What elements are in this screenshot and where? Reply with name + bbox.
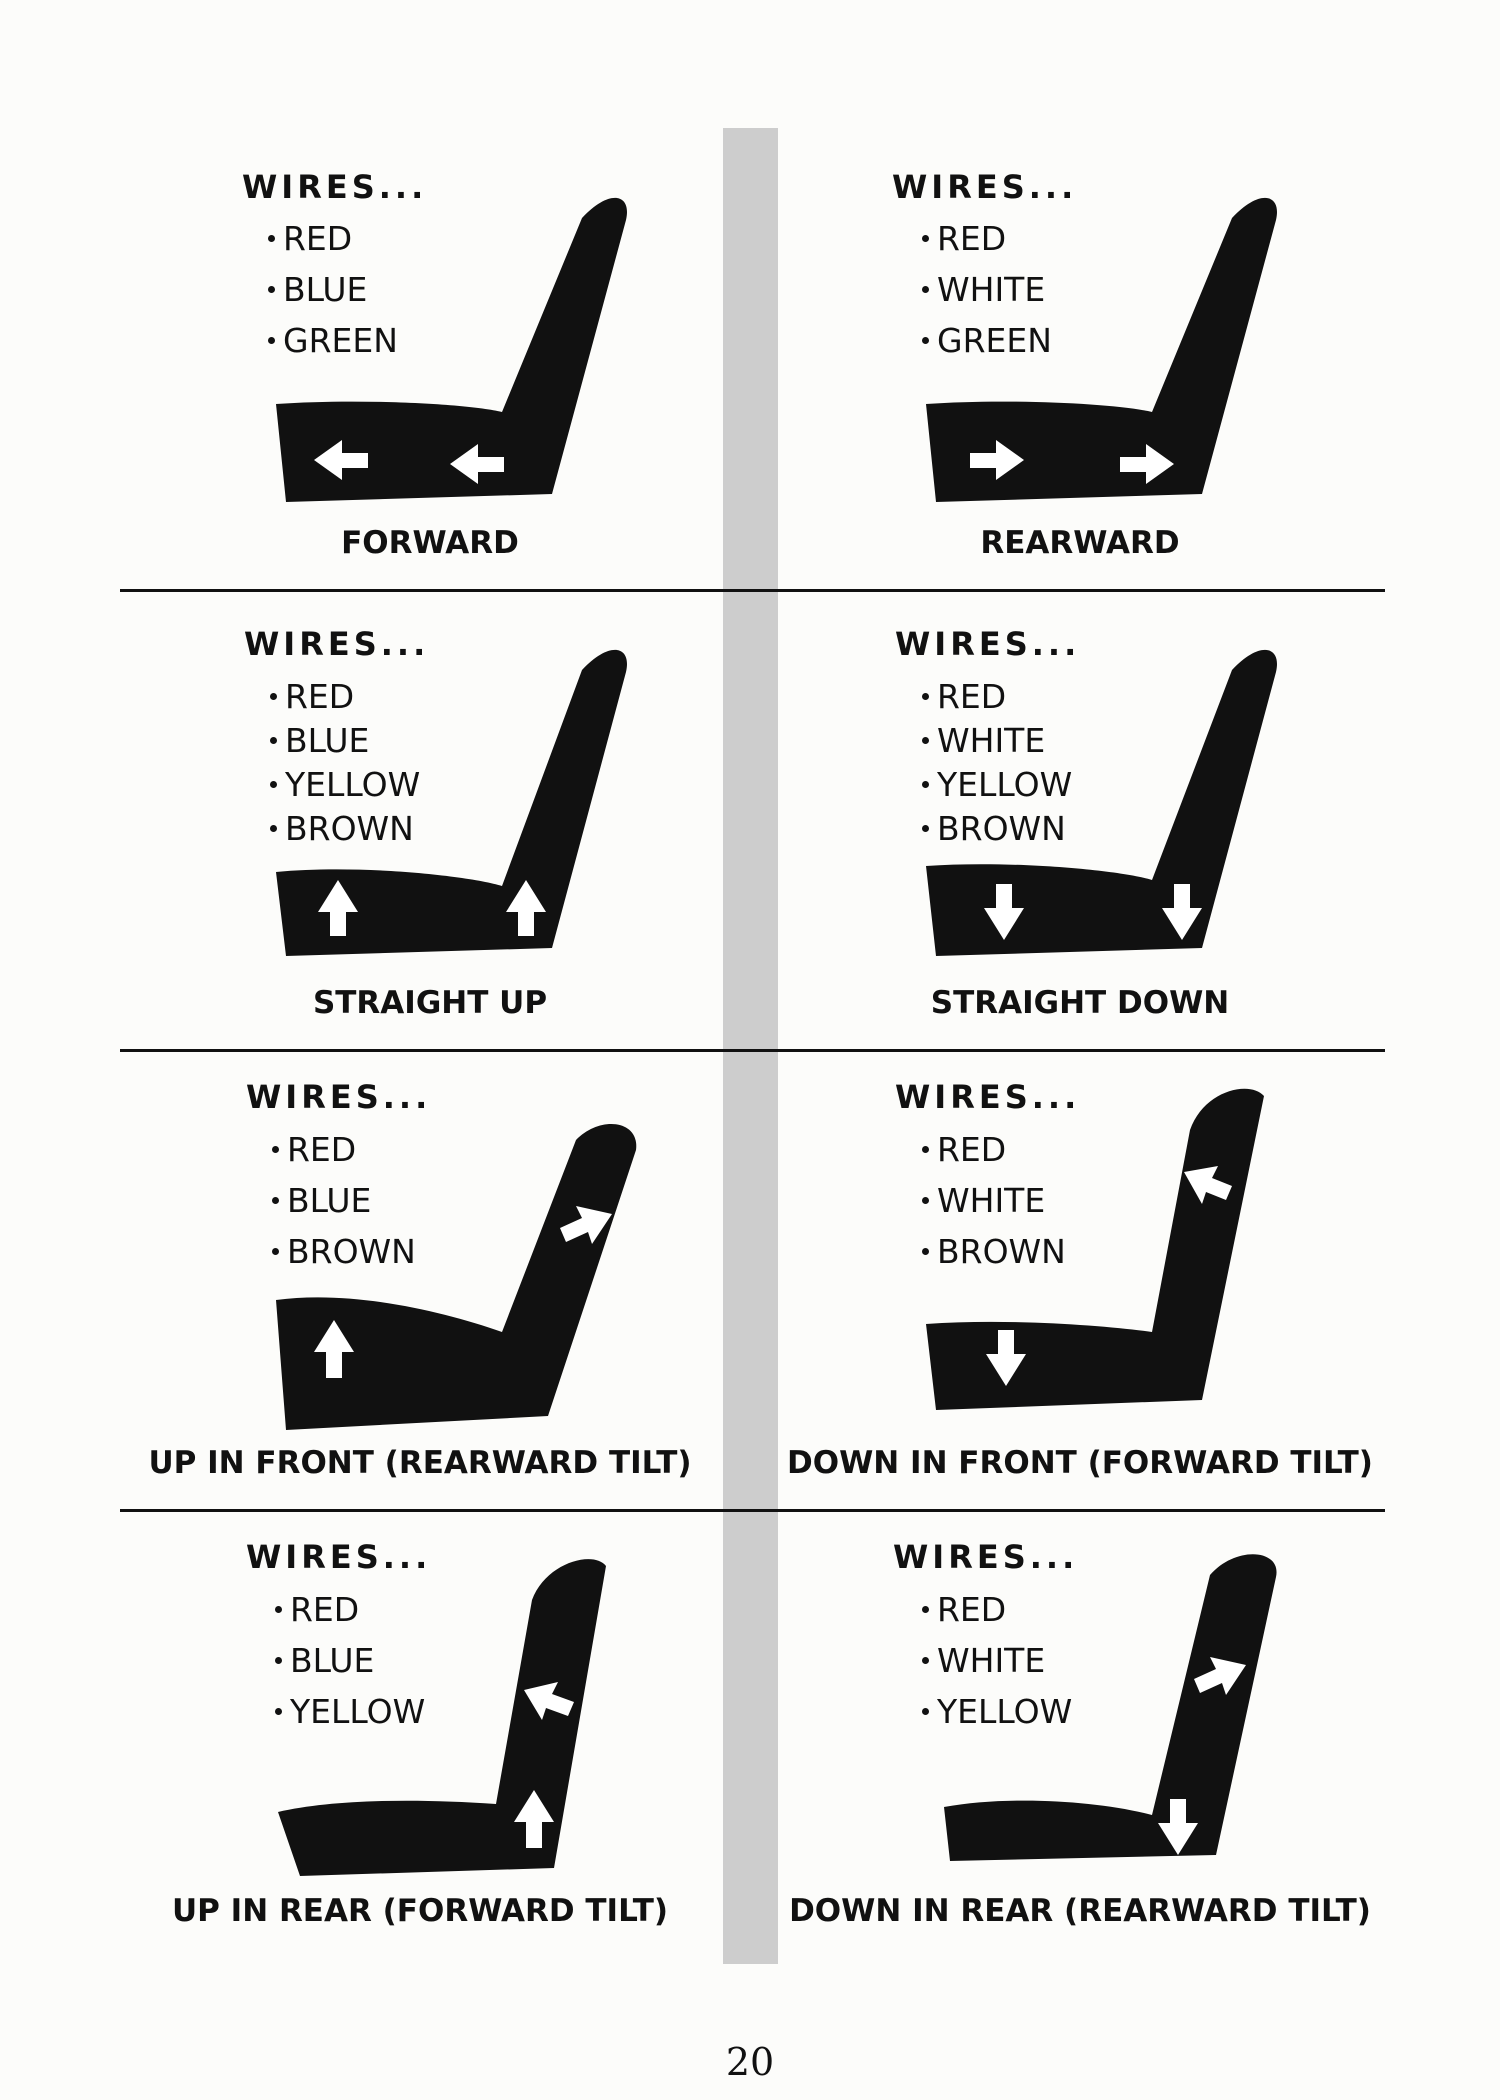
wires-label: WIRES... (246, 1078, 432, 1116)
seat-rearward-icon (920, 188, 1300, 508)
wire-white: WHITE (937, 270, 1046, 309)
wire-red: RED (287, 1130, 357, 1169)
wire-red: RED (937, 219, 1007, 258)
wire-green: GREEN (937, 321, 1052, 360)
caption-down-in-rear: DOWN IN REAR (REARWARD TILT) (789, 1893, 1371, 1929)
seat-straight-down-icon (920, 640, 1300, 960)
wire-red: RED (937, 1130, 1007, 1169)
seat-straight-up-icon (270, 640, 650, 960)
wire-blue: BLUE (287, 1181, 372, 1220)
wire-red: RED (937, 1590, 1007, 1629)
caption-straight-up: STRAIGHT UP (312, 985, 548, 1021)
wire-red: RED (283, 219, 353, 258)
wire-yellow: YELLOW (937, 765, 1073, 804)
wires-label: WIRES... (892, 168, 1078, 206)
wire-brown: BROWN (937, 1232, 1066, 1271)
wire-yellow: YELLOW (290, 1692, 426, 1731)
wire-blue: BLUE (290, 1641, 375, 1680)
wires-label: WIRES... (244, 625, 430, 663)
wires-label: WIRES... (893, 1538, 1079, 1576)
wire-white: WHITE (937, 1181, 1046, 1220)
wire-white: WHITE (937, 721, 1046, 760)
caption-up-in-front: UP IN FRONT (REARWARD TILT) (148, 1445, 692, 1481)
wire-yellow: YELLOW (937, 1692, 1073, 1731)
row-divider-1 (120, 589, 1385, 592)
caption-up-in-rear: UP IN REAR (FORWARD TILT) (171, 1893, 669, 1929)
wires-label: WIRES... (242, 168, 428, 206)
wire-white: WHITE (937, 1641, 1046, 1680)
wire-brown: BROWN (937, 809, 1066, 848)
seat-down-in-rear-icon (920, 1545, 1300, 1865)
wire-blue: BLUE (285, 721, 370, 760)
seat-rearward-tilt-icon (270, 1110, 650, 1430)
wire-brown: BROWN (285, 809, 414, 848)
wire-brown: BROWN (287, 1232, 416, 1271)
caption-straight-down: STRAIGHT DOWN (930, 985, 1230, 1021)
wire-yellow: YELLOW (285, 765, 421, 804)
seat-up-in-rear-icon (270, 1540, 650, 1880)
seat-forward-tilt-icon (920, 1070, 1300, 1410)
wires-label: WIRES... (246, 1538, 432, 1576)
wire-red: RED (290, 1590, 360, 1629)
row-divider-3 (120, 1509, 1385, 1512)
wires-label: WIRES... (895, 625, 1081, 663)
center-divider (723, 128, 778, 1964)
wire-green: GREEN (283, 321, 398, 360)
seat-forward-icon (270, 188, 650, 508)
caption-forward: FORWARD (341, 525, 519, 561)
wires-label: WIRES... (895, 1078, 1081, 1116)
caption-rearward: REARWARD (980, 525, 1180, 561)
row-divider-2 (120, 1049, 1385, 1052)
caption-down-in-front: DOWN IN FRONT (FORWARD TILT) (787, 1445, 1373, 1481)
wire-red: RED (937, 677, 1007, 716)
wire-red: RED (285, 677, 355, 716)
wire-blue: BLUE (283, 270, 368, 309)
page-number: 20 (725, 2040, 775, 2084)
